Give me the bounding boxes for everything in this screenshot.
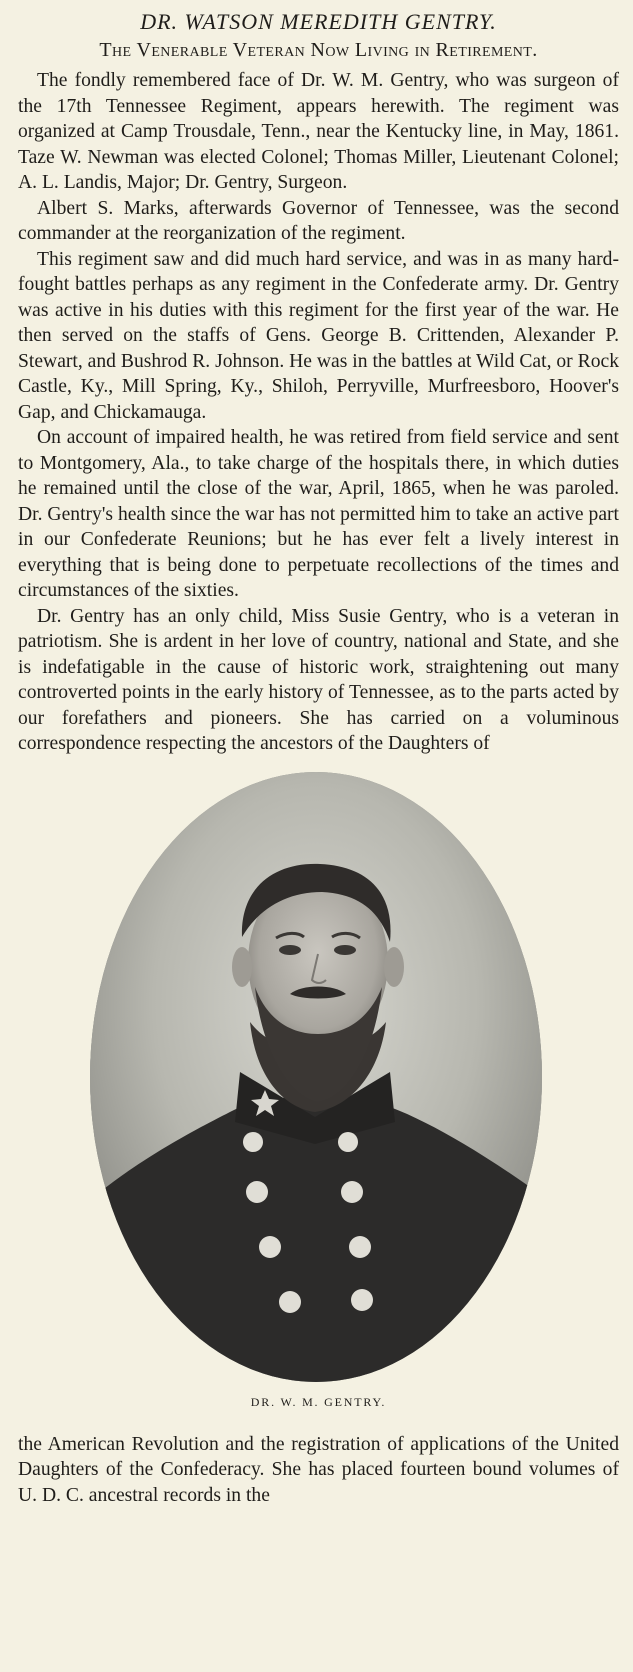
paragraph-daughter: Dr. Gentry has an only child, Miss Susie Gentry, who is a veteran in patriotism. She is ardent in her love of country, national and State, and she is indefatigable in the cause of historic work, straightening out many controverted points in the early history of Tennessee, as to the parts acted by our forefathers and pioneers. She has carried on a voluminous correspondence respecting the ancestors of the Daughters of	[18, 605, 619, 754]
paragraph-retirement: On account of impaired health, he was retired from field service and sent to Montgomery, Ala., to take charge of the hospitals there, in which duties he remained until the close of the war, April, 1865, when he was paroled. Dr. Gentry's health since the war has not permitted him to take an active part in our Confederate Reunions; but he has ever felt a lively interest in everything that is being done to perpetuate recollections of the times and circumstances of the sixties.	[18, 427, 619, 601]
article-title: DR. WATSON MEREDITH GENTRY.	[140, 9, 497, 34]
article-subtitle: The Venerable Veteran Now Living in Retirement.	[99, 39, 538, 61]
portrait-caption: DR. W. M. GENTRY.	[250, 1394, 387, 1409]
portrait-figure	[18, 772, 619, 1384]
portrait-illustration	[90, 772, 542, 1382]
paragraph-service: This regiment saw and did much hard service, and was in as many hard-fought battles perhaps as any regiment in the Confederate army. Dr. Gentry was active in his duties with this regiment for the first year of the war. He then served on the staffs of Gens. George B. Crittenden, Alexander P. Stewart, and Bushrod R. Johnson. He was in the battles at Wild Cat, or Rock Castle, Ky., Mill Spring, Ky., Shiloh, Perryville, Murfreesboro, Hoover's Gap, and Chickamauga.	[18, 248, 619, 423]
paragraph-marks: Albert S. Marks, afterwards Governor of Tennessee, was the second commander at the reorganization of the regiment.	[18, 197, 619, 244]
paragraph-continuation: the American Revolution and the registration of applications of the United Daughters of the Confederacy. She has placed fourteen bound volumes of U. D. C. ancestral records in the	[18, 1433, 619, 1506]
paragraph-regiment: The fondly remembered face of Dr. W. M. Gentry, who was surgeon of the 17th Tennessee Regiment, appears herewith. The regiment was organized at Camp Trousdale, Tenn., near the Kentucky line, in May, 1861. Taze W. Newman was elected Colonel; Thomas Miller, Lieutenant Colonel; A. L. Landis, Major; Dr. Gentry, Surgeon.	[18, 70, 619, 193]
portrait-photo	[90, 772, 542, 1382]
